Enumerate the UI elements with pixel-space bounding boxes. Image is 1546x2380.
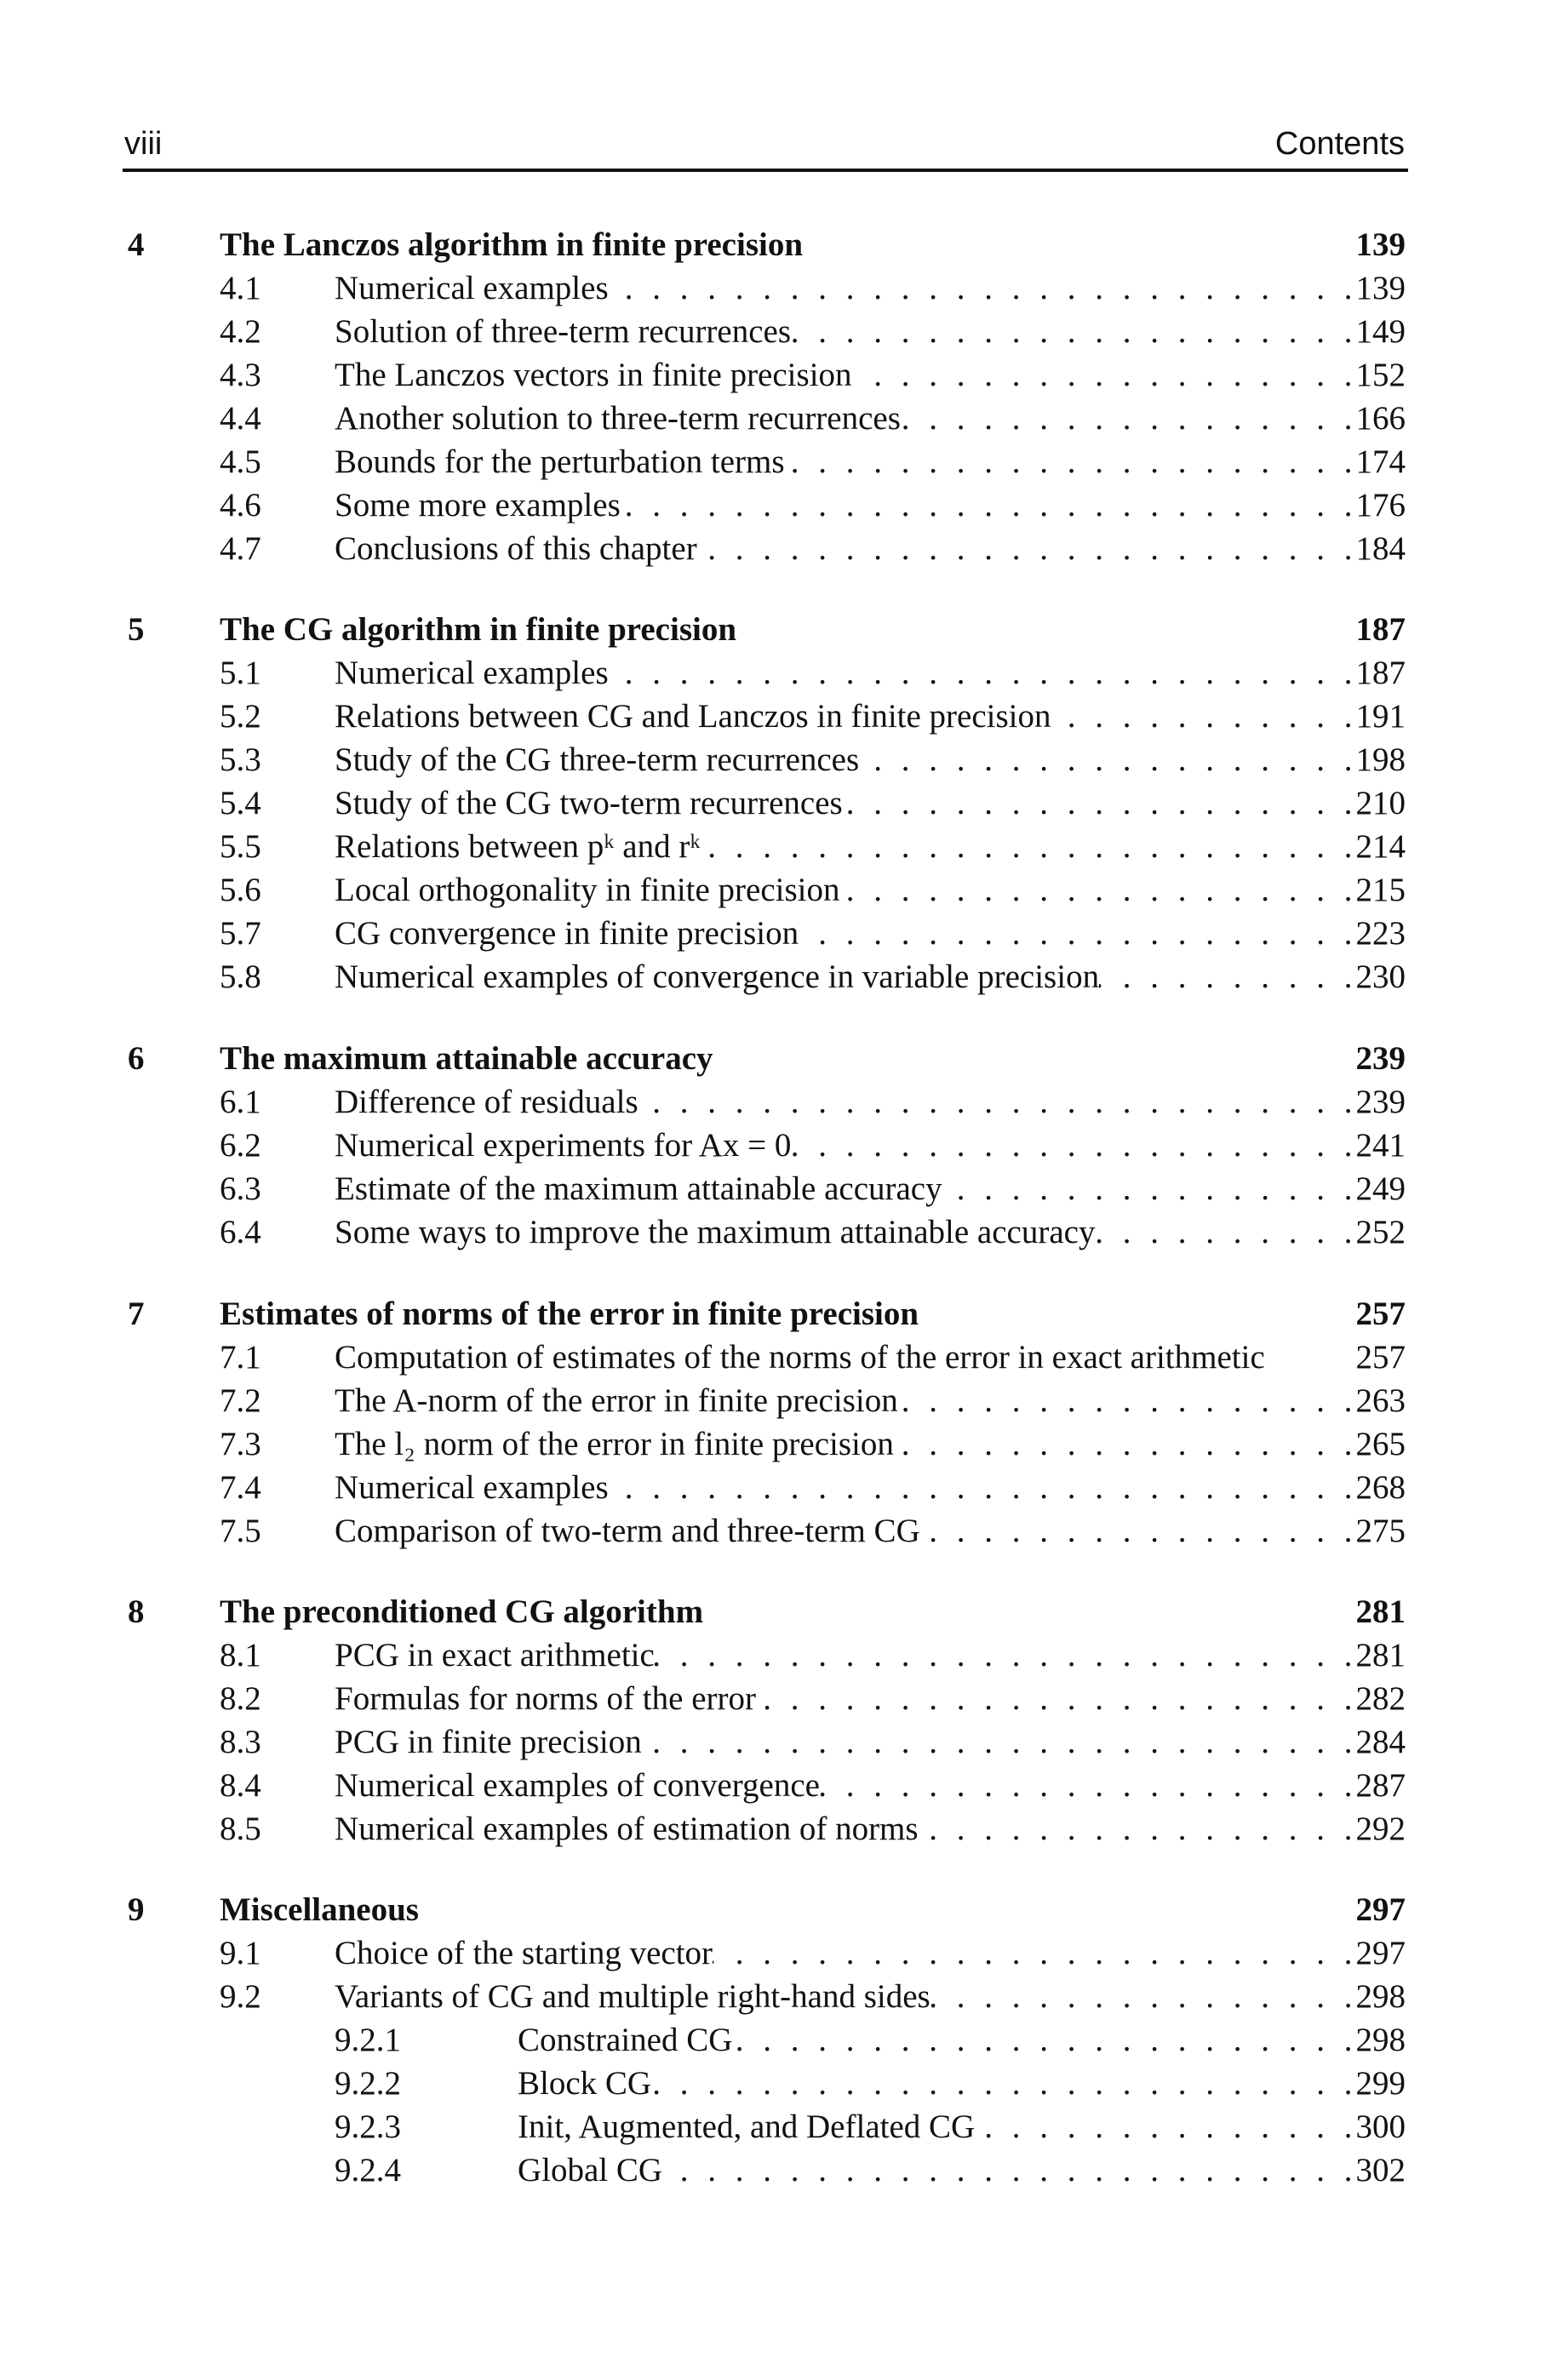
leader-dots (919, 1807, 1356, 1851)
section-number: 7.3 (220, 1426, 261, 1462)
section-title: Some more examples (335, 487, 621, 523)
section-title: Difference of residuals (335, 1084, 638, 1120)
section-page: 297 (1355, 1935, 1406, 1971)
toc-entry[interactable] (0, 440, 1546, 484)
section-number: 7.5 (220, 1513, 261, 1549)
section-title: Estimate of the maximum attainable accuracy (335, 1170, 942, 1207)
chapter-title: Estimates of norms of the error in finite precision (220, 1296, 919, 1332)
chapter-number: 6 (128, 1040, 145, 1077)
section-number: 7.1 (220, 1339, 261, 1376)
section-page: 210 (1355, 785, 1406, 821)
chapter-number: 7 (128, 1296, 145, 1332)
toc-entry[interactable] (0, 912, 1546, 956)
section-number: 7.4 (220, 1469, 261, 1506)
chapter-heading[interactable] (0, 223, 1546, 267)
section-page: 275 (1355, 1513, 1406, 1549)
section-number: 8.4 (220, 1767, 261, 1804)
section-number: 7.2 (220, 1382, 261, 1419)
section-title: CG convergence in finite precision (335, 915, 799, 952)
chapter-page: 187 (1355, 611, 1406, 648)
section-number: 4.7 (220, 530, 261, 567)
section-number: 5.1 (220, 655, 261, 691)
running-header (123, 121, 1408, 172)
toc-entry[interactable] (0, 397, 1546, 441)
section-page: 166 (1355, 400, 1406, 437)
section-title: Numerical examples of convergence in variable precision (335, 958, 1100, 995)
subsection-number: 9.2.4 (335, 2152, 401, 2188)
leader-dots (1099, 955, 1355, 999)
leader-dots (852, 353, 1356, 398)
section-title: Numerical examples (335, 1469, 609, 1506)
leader-dots (930, 1975, 1356, 2019)
chapter-page: 239 (1355, 1040, 1406, 1077)
section-number: 5.4 (220, 785, 261, 821)
toc-entry[interactable] (0, 1124, 1546, 1168)
section-number: 5.7 (220, 915, 261, 952)
section-number: 6.2 (220, 1127, 261, 1164)
leader-dots (621, 483, 1356, 528)
chapter-page: 297 (1355, 1891, 1406, 1928)
toc-entry[interactable] (0, 868, 1546, 913)
chapter-heading[interactable] (0, 608, 1546, 652)
section-page: 191 (1355, 698, 1406, 735)
section-page: 215 (1355, 872, 1406, 908)
toc-entry[interactable] (0, 825, 1546, 869)
section-title: Relations between pᵏ and rᵏ (335, 828, 701, 865)
toc-entry[interactable] (0, 1080, 1546, 1124)
section-number: 5.5 (220, 828, 261, 865)
chapter-number: 9 (128, 1891, 145, 1928)
section-number: 8.3 (220, 1724, 261, 1760)
section-page: 252 (1355, 1214, 1406, 1250)
toc-entry[interactable] (0, 1336, 1546, 1380)
toc-entry[interactable] (0, 1509, 1546, 1553)
section-page: 230 (1355, 958, 1406, 995)
section-title: Conclusions of this chapter (335, 530, 697, 567)
section-number: 4.4 (220, 400, 261, 437)
section-title: Comparison of two-term and three-term CG (335, 1513, 920, 1549)
leader-dots (732, 2018, 1355, 2062)
toc-entry[interactable] (0, 1720, 1546, 1765)
section-page: 223 (1355, 915, 1406, 952)
chapter-number: 8 (128, 1593, 145, 1630)
subsection-title: Global CG (518, 2152, 663, 2188)
subsection-number: 9.2.3 (335, 2108, 401, 2145)
toc-entry[interactable] (0, 1422, 1546, 1467)
section-title: The Lanczos vectors in finite precision (335, 357, 852, 393)
subsection-title: Constrained CG (518, 2022, 733, 2058)
section-page: 284 (1355, 1724, 1406, 1760)
leader-dots (920, 1509, 1356, 1553)
section-title: Local orthogonality in finite precision (335, 872, 840, 908)
subsection-title: Init, Augmented, and Deflated CG (518, 2108, 976, 2145)
toc-subentry[interactable] (0, 2018, 1546, 2062)
toc-entry[interactable] (0, 1931, 1546, 1976)
section-page: 214 (1355, 828, 1406, 865)
toc-entry[interactable] (0, 353, 1546, 398)
section-page: 265 (1355, 1426, 1406, 1462)
leader-dots (942, 1167, 1356, 1211)
leader-dots (901, 397, 1356, 441)
chapter-page: 281 (1355, 1593, 1406, 1630)
section-page: 287 (1355, 1767, 1406, 1804)
leader-dots (975, 2105, 1355, 2149)
leader-dots (898, 1379, 1356, 1423)
subsection-page: 302 (1355, 2152, 1406, 2188)
section-title: Formulas for norms of the error (335, 1680, 756, 1717)
toc-entry[interactable] (0, 1677, 1546, 1721)
leader-dots (662, 2148, 1355, 2193)
subsection-page: 298 (1355, 2022, 1406, 2058)
section-number: 5.8 (220, 958, 261, 995)
section-page: 198 (1355, 741, 1406, 778)
chapter-heading[interactable] (0, 1037, 1546, 1081)
leader-dots (642, 1720, 1356, 1765)
section-title: Solution of three-term recurrences (335, 313, 792, 350)
toc-entry[interactable] (0, 738, 1546, 782)
toc-entry[interactable] (0, 266, 1546, 311)
section-number: 6.3 (220, 1170, 261, 1207)
toc-entry[interactable] (0, 310, 1546, 354)
section-title: Numerical experiments for Ax = 0 (335, 1127, 792, 1164)
section-title: Study of the CG two-term recurrences (335, 785, 843, 821)
section-number: 9.2 (220, 1978, 261, 2015)
toc-entry[interactable] (0, 1167, 1546, 1211)
leader-dots (791, 310, 1355, 354)
section-title: The A-norm of the error in finite precision (335, 1382, 898, 1419)
section-number: 8.1 (220, 1637, 261, 1673)
chapter-title: The maximum attainable accuracy (220, 1040, 713, 1077)
section-number: 8.2 (220, 1680, 261, 1717)
section-page: 257 (1355, 1339, 1406, 1376)
section-title: Numerical examples (335, 655, 609, 691)
toc-entry[interactable] (0, 781, 1546, 826)
chapter-heading[interactable] (0, 1590, 1546, 1634)
leader-dots (785, 440, 1356, 484)
toc-subentry[interactable] (0, 2062, 1546, 2106)
section-number: 4.5 (220, 443, 261, 480)
section-page: 281 (1355, 1637, 1406, 1673)
leader-dots (609, 266, 1356, 311)
chapter-title: The CG algorithm in finite precision (220, 611, 737, 648)
leader-dots (701, 825, 1356, 869)
leader-dots (1051, 695, 1356, 739)
toc-entry[interactable] (0, 483, 1546, 528)
subsection-page: 300 (1355, 2108, 1406, 2145)
leader-dots (651, 2062, 1355, 2106)
section-page: 268 (1355, 1469, 1406, 1506)
section-title: Variants of CG and multiple right-hand sides (335, 1978, 930, 2015)
leader-dots (840, 868, 1356, 913)
section-number: 5.3 (220, 741, 261, 778)
section-title: Choice of the starting vector (335, 1935, 713, 1971)
toc-entry[interactable] (0, 1633, 1546, 1678)
section-title: Another solution to three-term recurrences (335, 400, 901, 437)
toc-subentry[interactable] (0, 2148, 1546, 2193)
toc-entry[interactable] (0, 527, 1546, 571)
section-number: 5.6 (220, 872, 261, 908)
toc-entry[interactable] (0, 1975, 1546, 2019)
leader-dots (799, 912, 1355, 956)
toc-entry[interactable] (0, 1210, 1546, 1255)
leader-dots (756, 1677, 1356, 1721)
section-number: 4.1 (220, 270, 261, 306)
leader-dots (843, 781, 1356, 826)
chapter-page: 139 (1355, 226, 1406, 263)
leader-dots (1095, 1210, 1355, 1255)
section-title: Some ways to improve the maximum attainable accuracy (335, 1214, 1096, 1250)
leader-dots (791, 1124, 1355, 1168)
leader-dots (820, 1764, 1356, 1808)
section-title: Computation of estimates of the norms of the error in exact arithmetic (335, 1339, 1265, 1376)
section-number: 8.5 (220, 1811, 261, 1847)
section-page: 176 (1355, 487, 1406, 523)
section-title: Numerical examples (335, 270, 609, 306)
chapter-heading[interactable] (0, 1292, 1546, 1336)
section-title: Numerical examples of convergence (335, 1767, 820, 1804)
section-number: 6.4 (220, 1214, 261, 1250)
section-page: 187 (1355, 655, 1406, 691)
section-page: 139 (1355, 270, 1406, 306)
section-title: Bounds for the perturbation terms (335, 443, 785, 480)
section-number: 4.6 (220, 487, 261, 523)
chapter-title: The Lanczos algorithm in finite precision (220, 226, 804, 263)
chapter-number: 5 (128, 611, 145, 648)
leader-dots (609, 1466, 1356, 1510)
header-title: Contents (1274, 126, 1405, 162)
toc-entry[interactable] (0, 1466, 1546, 1510)
page-number: viii (124, 126, 163, 162)
toc-entry[interactable] (0, 695, 1546, 739)
section-page: 292 (1355, 1811, 1406, 1847)
toc-entry[interactable] (0, 1807, 1546, 1851)
subsection-title: Block CG (518, 2065, 652, 2102)
toc-subentry[interactable] (0, 2105, 1546, 2149)
section-number: 5.2 (220, 698, 261, 735)
section-number: 4.2 (220, 313, 261, 350)
leader-dots (859, 738, 1355, 782)
chapter-page: 257 (1355, 1296, 1406, 1332)
toc-entry[interactable] (0, 955, 1546, 999)
section-page: 263 (1355, 1382, 1406, 1419)
section-page: 239 (1355, 1084, 1406, 1120)
section-title: Relations between CG and Lanczos in finite precision (335, 698, 1051, 735)
chapter-number: 4 (128, 226, 145, 263)
section-page: 249 (1355, 1170, 1406, 1207)
section-page: 298 (1355, 1978, 1406, 2015)
leader-dots (655, 1633, 1356, 1678)
chapter-heading[interactable] (0, 1888, 1546, 1932)
subsection-number: 9.2.1 (335, 2022, 401, 2058)
leader-dots (609, 651, 1356, 695)
chapter-title: The preconditioned CG algorithm (220, 1593, 704, 1630)
toc-entry[interactable] (0, 651, 1546, 695)
section-page: 149 (1355, 313, 1406, 350)
section-title: PCG in exact arithmetic (335, 1637, 655, 1673)
section-title: Numerical examples of estimation of norms (335, 1811, 919, 1847)
section-title: The l₂ norm of the error in finite precision (335, 1426, 894, 1462)
leader-dots (697, 527, 1356, 571)
section-number: 6.1 (220, 1084, 261, 1120)
section-page: 241 (1355, 1127, 1406, 1164)
section-page: 152 (1355, 357, 1406, 393)
leader-dots (638, 1080, 1356, 1124)
subsection-number: 9.2.2 (335, 2065, 401, 2102)
chapter-title: Miscellaneous (220, 1891, 419, 1928)
toc-entry[interactable] (0, 1764, 1546, 1808)
leader-dots (713, 1931, 1355, 1976)
section-number: 9.1 (220, 1935, 261, 1971)
section-page: 174 (1355, 443, 1406, 480)
section-page: 184 (1355, 530, 1406, 567)
subsection-page: 299 (1355, 2065, 1406, 2102)
section-page: 282 (1355, 1680, 1406, 1717)
toc-entry[interactable] (0, 1379, 1546, 1423)
section-number: 4.3 (220, 357, 261, 393)
section-title: Study of the CG three-term recurrences (335, 741, 860, 778)
leader-dots (894, 1422, 1356, 1467)
section-title: PCG in finite precision (335, 1724, 642, 1760)
